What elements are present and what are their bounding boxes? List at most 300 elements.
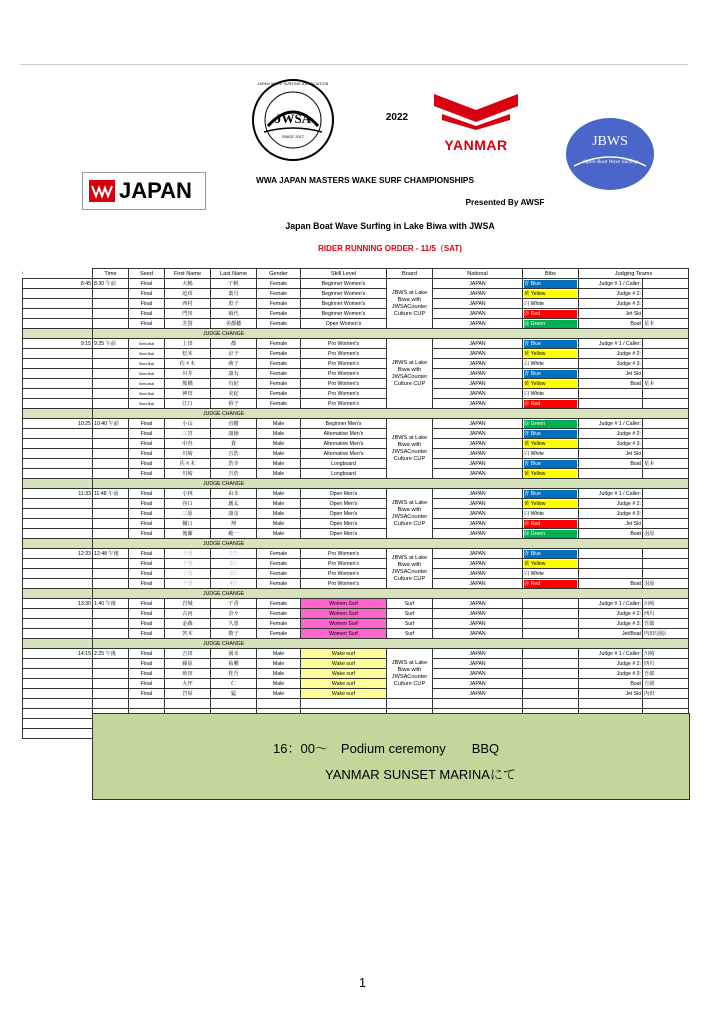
heat-time [93, 429, 129, 439]
first-name-cell: 古河 [165, 609, 211, 619]
first-name-cell: 佐々木 [165, 359, 211, 369]
national-cell: JAPAN [433, 439, 523, 449]
bib-cell [523, 649, 579, 659]
seed-cell: Final [129, 609, 165, 619]
seed-cell: Final [129, 579, 165, 589]
table-row [23, 569, 689, 579]
national-cell: JAPAN [433, 689, 523, 699]
gender-cell: Male [257, 449, 301, 459]
judging-name-cell: 西川 [643, 609, 689, 619]
judging-name-cell [643, 559, 689, 569]
judge-change-row [23, 479, 689, 489]
judging-role-cell [579, 389, 643, 399]
table-row [23, 629, 689, 639]
page-number: 1 [358, 975, 367, 990]
empty-cell [643, 699, 689, 709]
bib-cell [523, 659, 579, 669]
seed-cell: Final [129, 629, 165, 639]
judge-change-blank [23, 409, 93, 419]
bib-red: 赤 Red [524, 580, 577, 588]
departure-time [23, 299, 93, 309]
year: 2022 [385, 112, 409, 123]
seed-cell: Semi-final [129, 349, 165, 359]
judging-name-cell [643, 339, 689, 349]
table-row [23, 679, 689, 689]
last-name-cell: 直樹 [211, 419, 257, 429]
bib-white: 白 White [524, 360, 577, 368]
judging-role-cell: Judge # 1 / Caller: [579, 339, 643, 349]
gender-cell: Male [257, 669, 301, 679]
judging-role-cell [579, 549, 643, 559]
judging-name-cell [643, 519, 689, 529]
judging-role-cell: Boat [579, 679, 643, 689]
first-name-cell: 中谷 [165, 439, 211, 449]
national-cell: JAPAN [433, 349, 523, 359]
last-name-cell: 仁 [211, 679, 257, 689]
board-cell [387, 339, 433, 409]
board-cell [387, 279, 433, 329]
judge-change-label: JUDGE CHANGE [93, 479, 689, 489]
bib-white: 白 White [524, 390, 577, 398]
judging-name-cell: 内田/羽原 [643, 629, 689, 639]
bib-white: 白 White [524, 450, 577, 458]
ceremony-box [92, 713, 690, 800]
jwsa-text: JWSA [274, 111, 312, 126]
first-name-cell: 金森 [165, 619, 211, 629]
heat-time: 2:25 午後 [93, 649, 129, 659]
last-name-cell: 1位 [211, 549, 257, 559]
bib-cell [523, 609, 579, 619]
departure-time [23, 289, 93, 299]
seed-cell: Semi-final [129, 379, 165, 389]
table-row [23, 299, 689, 309]
judge-change-row [23, 589, 689, 599]
table-row [23, 509, 689, 519]
judging-name-cell: 川崎 [643, 599, 689, 609]
empty-cell [433, 699, 523, 709]
bib-cell [523, 319, 579, 329]
national-cell: JAPAN [433, 429, 523, 439]
judging-name-cell [643, 439, 689, 449]
seed-cell: Semi-final [129, 389, 165, 399]
departure-time [23, 309, 93, 319]
seed-cell: Final [129, 289, 165, 299]
departure-time [23, 519, 93, 529]
national-cell: JAPAN [433, 449, 523, 459]
skill-level-cell: Open Men's [301, 489, 387, 499]
table-row [23, 579, 689, 589]
bib-blue: 青 Blue [524, 460, 577, 468]
seed-cell: Final [129, 549, 165, 559]
first-name-cell: 岩城 [165, 599, 211, 609]
departure-time [23, 669, 93, 679]
national-cell: JAPAN [433, 359, 523, 369]
national-cell: JAPAN [433, 659, 523, 669]
board-cell [387, 549, 433, 589]
last-name-cell: 千香 [211, 599, 257, 609]
national-cell: JAPAN [433, 509, 523, 519]
last-name-cell: 美都穂 [211, 319, 257, 329]
bib-cell [523, 679, 579, 689]
gender-cell: Male [257, 489, 301, 499]
col-first-name: First Name [165, 269, 211, 279]
col-national: National [433, 269, 523, 279]
skill-level-cell: Longboard [301, 459, 387, 469]
judging-name-cell [643, 429, 689, 439]
skill-level-cell: Wake surf [301, 689, 387, 699]
skill-level-cell: Alternative Men's [301, 429, 387, 439]
bib-cell [523, 359, 579, 369]
skill-level-cell: Open Men's [301, 509, 387, 519]
seed-cell: Final [129, 649, 165, 659]
judging-role-cell [579, 399, 643, 409]
bib-blue: 青 Blue [524, 490, 577, 498]
seed-cell: Final [129, 429, 165, 439]
gender-cell: Female [257, 549, 301, 559]
national-cell: JAPAN [433, 559, 523, 569]
board-cell: Surf [387, 609, 433, 619]
table-row [23, 659, 689, 669]
first-name-cell: 大嶋 [165, 279, 211, 289]
japan-text: JAPAN [119, 178, 192, 203]
judging-name-cell [643, 279, 689, 289]
board-cell [387, 419, 433, 479]
judging-name-cell [643, 389, 689, 399]
bib-cell [523, 369, 579, 379]
bib-white: 白 White [524, 570, 577, 578]
seed-cell: Final [129, 459, 165, 469]
heat-time [93, 529, 129, 539]
heat-time [93, 349, 129, 359]
national-cell: JAPAN [433, 669, 523, 679]
table-row [23, 389, 689, 399]
judging-name-cell: 星本 [643, 459, 689, 469]
judging-role-cell [579, 559, 643, 569]
empty-cell [387, 699, 433, 709]
gender-cell: Female [257, 599, 301, 609]
departure-time [23, 619, 93, 629]
seed-cell: Final [129, 509, 165, 519]
board-label: JBWS at Lake Biwa with JWSACounter Culture CUP [391, 289, 428, 317]
bib-cell [523, 519, 579, 529]
col-judging-teams: Judging Teams [579, 269, 689, 279]
skill-level-cell: Alternative Men's [301, 439, 387, 449]
seed-cell: Final [129, 279, 165, 289]
bib-blue: 青 Blue [524, 550, 577, 558]
heat-time [93, 379, 129, 389]
judging-name-cell [643, 549, 689, 559]
first-name-cell: 江口 [165, 399, 211, 409]
judge-change-blank [23, 639, 93, 649]
empty-cell [23, 729, 93, 739]
board-cell: Surf [387, 599, 433, 609]
judging-name-cell: 内田 [643, 689, 689, 699]
table-row [23, 279, 689, 289]
table-row [23, 609, 689, 619]
bib-yellow: 黄 Yellow [524, 560, 577, 568]
national-cell: JAPAN [433, 649, 523, 659]
first-name-cell: 小山 [165, 419, 211, 429]
last-name-cell: 吉浩 [211, 469, 257, 479]
first-name-cell: 藤原 [165, 659, 211, 669]
heat-time [93, 469, 129, 479]
first-name-cell: 上田 [165, 339, 211, 349]
departure-time [23, 459, 93, 469]
yanmar-logo [428, 90, 524, 156]
judging-name-cell: 羽原 [643, 579, 689, 589]
heat-time [93, 289, 129, 299]
judging-role-cell [579, 569, 643, 579]
gender-cell: Male [257, 689, 301, 699]
judging-name-cell: 吉岡 [643, 679, 689, 689]
skill-level-cell: Beginner Women's [301, 279, 387, 289]
departure-time: 8:45 [23, 279, 93, 289]
empty-cell [165, 699, 211, 709]
table-body [23, 279, 689, 739]
bib-cell [523, 489, 579, 499]
judging-name-cell [643, 569, 689, 579]
departure-time: 10:25 [23, 419, 93, 429]
bib-cell [523, 549, 579, 559]
bib-cell [523, 629, 579, 639]
departure-time [23, 319, 93, 329]
empty-cell [523, 699, 579, 709]
table-row [23, 489, 689, 499]
seed-cell: Final [129, 419, 165, 429]
judging-role-cell: Judge # 1 / Caller: [579, 649, 643, 659]
heat-time [93, 509, 129, 519]
gender-cell: Male [257, 509, 301, 519]
departure-time [23, 579, 93, 589]
bib-yellow: 黄 Yellow [524, 470, 577, 478]
table-row [23, 379, 689, 389]
judging-role-cell: Judge # 2: [579, 499, 643, 509]
national-cell: JAPAN [433, 339, 523, 349]
judging-role-cell: Judge # 3: [579, 669, 643, 679]
table-row [23, 519, 689, 529]
event-subtitle: Japan Boat Wave Surfing in Lake Biwa with JWSA [285, 221, 495, 231]
skill-level-cell: Women Surf [301, 599, 387, 609]
judge-change-label: JUDGE CHANGE [93, 539, 689, 549]
departure-time [23, 439, 93, 449]
national-cell: JAPAN [433, 469, 523, 479]
national-cell: JAPAN [433, 679, 523, 689]
judging-name-cell: 星本 [643, 319, 689, 329]
national-cell: JAPAN [433, 519, 523, 529]
gender-cell: Female [257, 289, 301, 299]
seed-cell: Final [129, 499, 165, 509]
national-cell: JAPAN [433, 579, 523, 589]
ceremony-line1: 16：00～ Podium ceremony BBQ [273, 741, 500, 756]
empty-cell [301, 699, 387, 709]
departure-time [23, 399, 93, 409]
national-cell: JAPAN [433, 379, 523, 389]
seed-cell: Semi-final [129, 339, 165, 349]
bib-yellow: 黄 Yellow [524, 440, 577, 448]
first-name-cell: 西村 [165, 299, 211, 309]
judging-role-cell: Judge # 2: [579, 659, 643, 669]
judging-role-cell: Boat [579, 579, 643, 589]
judging-role-cell: Boat [579, 319, 643, 329]
bib-green: 緑 Green [524, 320, 577, 328]
col-time: Time [93, 269, 129, 279]
heat-time [93, 359, 129, 369]
last-name-cell: 京子 [211, 349, 257, 359]
skill-level-cell: Wake surf [301, 659, 387, 669]
col-gender: Gender [257, 269, 301, 279]
table-row [23, 499, 689, 509]
bib-blue: 青 Blue [524, 430, 577, 438]
departure-time: 14:15 [23, 649, 93, 659]
seed-cell: Final [129, 559, 165, 569]
departure-time [23, 609, 93, 619]
empty-cell [579, 699, 643, 709]
skill-level-cell: Beginner Women's [301, 299, 387, 309]
last-name-cell: 翔 [211, 519, 257, 529]
table-row [23, 289, 689, 299]
bib-cell [523, 599, 579, 609]
judge-change-row [23, 329, 689, 339]
national-cell: JAPAN [433, 569, 523, 579]
heat-time [93, 369, 129, 379]
judging-role-cell: Judge # 2: [579, 349, 643, 359]
heat-time [93, 319, 129, 329]
gender-cell: Male [257, 519, 301, 529]
national-cell: JAPAN [433, 609, 523, 619]
heat-time [93, 579, 129, 589]
gender-cell: Female [257, 319, 301, 329]
first-name-cell: 川崎 [165, 449, 211, 459]
table-row [23, 619, 689, 629]
table-row [23, 419, 689, 429]
heat-time [93, 609, 129, 619]
first-name-cell: 川崎 [165, 469, 211, 479]
bib-cell [523, 429, 579, 439]
col-board: Board [387, 269, 433, 279]
seed-cell: Final [129, 469, 165, 479]
skill-level-cell: Pro Women's [301, 389, 387, 399]
national-cell: JAPAN [433, 529, 523, 539]
gender-cell: Female [257, 379, 301, 389]
bib-cell [523, 559, 579, 569]
judge-change-row [23, 409, 689, 419]
heat-time [93, 559, 129, 569]
col-bibs: Bibs [523, 269, 579, 279]
last-name-cell: 創太 [211, 499, 257, 509]
heat-time: 9:25 午前 [93, 339, 129, 349]
gender-cell: Female [257, 609, 301, 619]
header-blank [23, 269, 93, 279]
table-row [23, 349, 689, 359]
heat-time [93, 689, 129, 699]
last-name-cell: 浩幸 [211, 459, 257, 469]
judging-name-cell: 羽原 [643, 529, 689, 539]
gender-cell: Female [257, 579, 301, 589]
last-name-cell: 貴 [211, 439, 257, 449]
last-name-cell: 敬子 [211, 629, 257, 639]
heat-time [93, 459, 129, 469]
national-cell: JAPAN [433, 279, 523, 289]
departure-time [23, 369, 93, 379]
first-name-cell: 芳賀 [165, 319, 211, 329]
departure-time: 11:33 [23, 489, 93, 499]
empty-cell [93, 699, 129, 709]
judging-name-cell [643, 419, 689, 429]
table-row [23, 549, 689, 559]
table-row [23, 399, 689, 409]
first-name-cell: 松本 [165, 349, 211, 359]
bib-white: 白 White [524, 510, 577, 518]
bib-cell [523, 389, 579, 399]
empty-row [23, 699, 689, 709]
presented-by: Presented By AWSF [465, 197, 545, 207]
national-cell: JAPAN [433, 369, 523, 379]
seed-cell: Final [129, 599, 165, 609]
last-name-cell: 康彦 [211, 509, 257, 519]
departure-time: 13:30 [23, 599, 93, 609]
gender-cell: Male [257, 649, 301, 659]
last-name-cell: 碩代 [211, 309, 257, 319]
judging-name-cell [643, 289, 689, 299]
table-row [23, 449, 689, 459]
bib-cell [523, 289, 579, 299]
seed-cell: Semi-final [129, 359, 165, 369]
last-name-cell: 祐腫 [211, 659, 257, 669]
departure-time [23, 629, 93, 639]
first-name-cell: 砂田 [165, 669, 211, 679]
last-name-cell: 由幸 [211, 489, 257, 499]
national-cell: JAPAN [433, 629, 523, 639]
gender-cell: Male [257, 469, 301, 479]
gender-cell: Female [257, 619, 301, 629]
heat-time: 1:40 午後 [93, 599, 129, 609]
seed-cell: Final [129, 619, 165, 629]
japan-logo [82, 172, 206, 210]
national-cell: JAPAN [433, 459, 523, 469]
table-row [23, 689, 689, 699]
gender-cell: Female [257, 559, 301, 569]
skill-level-cell: Beginner Women's [301, 289, 387, 299]
first-name-cell: 熊橋 [165, 379, 211, 389]
judging-name-cell [643, 449, 689, 459]
skill-level-cell: Pro Women's [301, 559, 387, 569]
heat-time: 10:40 午前 [93, 419, 129, 429]
gender-cell: Male [257, 659, 301, 669]
bib-blue: 青 Blue [524, 370, 577, 378]
table-row [23, 599, 689, 609]
last-name-cell: 猛 [211, 689, 257, 699]
seed-cell: Semi-final [129, 399, 165, 409]
judging-role-cell: Jet/Boat [579, 629, 643, 639]
national-cell: JAPAN [433, 599, 523, 609]
heat-time: 12:48 午後 [93, 549, 129, 559]
heat-time [93, 619, 129, 629]
board-cell: Surf [387, 629, 433, 639]
judge-change-blank [23, 589, 93, 599]
gender-cell: Female [257, 569, 301, 579]
bib-cell [523, 379, 579, 389]
judging-role-cell: Judge # 3: [579, 299, 643, 309]
judging-role-cell: Judge # 3: [579, 509, 643, 519]
gender-cell: Male [257, 439, 301, 449]
bib-blue: 青 Blue [524, 340, 577, 348]
bib-cell [523, 689, 579, 699]
bib-yellow: 黄 Yellow [524, 290, 577, 298]
first-name-cell: 迫田 [165, 289, 211, 299]
table-row [23, 339, 689, 349]
table-row [23, 559, 689, 569]
judging-role-cell: Jet Ski [579, 519, 643, 529]
